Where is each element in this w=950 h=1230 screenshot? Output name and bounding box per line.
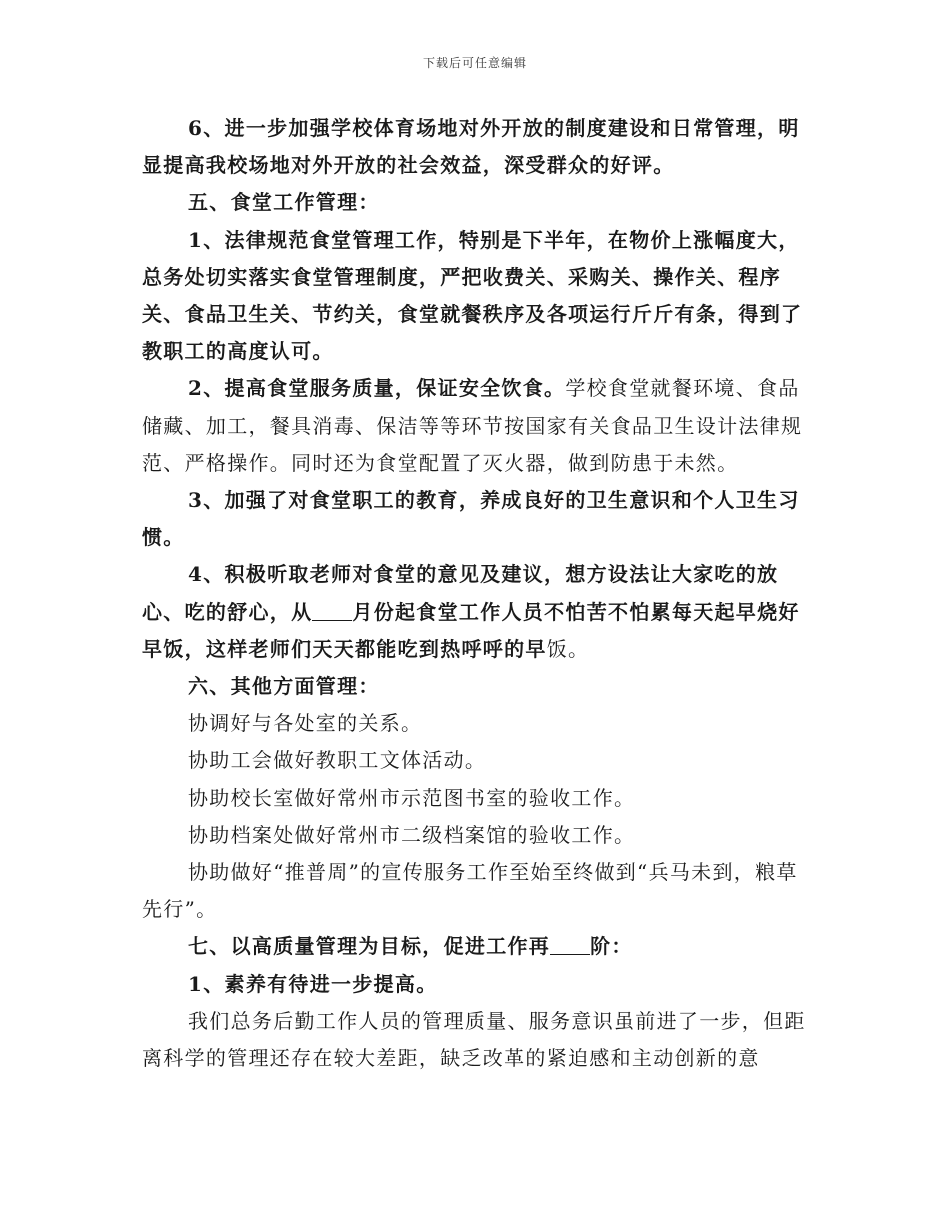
paragraph-canteen-3: 3、加强了对食堂职工的教育，养成良好的卫生意识和个人卫生习惯。	[142, 488, 800, 550]
document-body	[142, 110, 812, 1077]
section-heading-7	[142, 928, 812, 965]
blank-line	[312, 602, 352, 621]
section-heading-7-part-b: 阶：	[590, 934, 633, 959]
paragraph-item-6: 6、进一步加强学校体育场地对外开放的制度建设和日常管理，明显提高我校场地对外开放的社会效益，深受群众的好评。	[142, 116, 800, 178]
list-item: 协助工会做好教职工文体活动。	[188, 748, 487, 773]
paragraph-canteen-1: 1、法律规范食堂管理工作，特别是下半年，在物价上涨幅度大，总务处切实落实食堂管理制度，严把收费关、采购关、操作关、程序关、食品卫生关、节约关，食堂就餐秩序及各项运行斤斤有条，得到了教职工的高度认可。	[142, 227, 803, 364]
section-heading-5: 五、食堂工作管理：	[188, 190, 380, 215]
list-item: 协助做好“推普周”的宣传服务工作至始至终做到“兵马未到，粮草先行”。	[142, 860, 798, 922]
paragraph-closing: 我们总务后勤工作人员的管理质量、服务意识虽前进了一步，但距离科学的管理还存在较大差距，缺乏改革的紧迫感和主动创新的意	[142, 1008, 806, 1071]
paragraph-canteen-2	[142, 370, 812, 482]
paragraph-canteen-4-part-c: 饭。	[546, 636, 590, 661]
blank-line	[550, 936, 590, 955]
list-item: 协助档案处做好常州市二级档案馆的验收工作。	[188, 822, 636, 847]
section-heading-7-part-a: 七、以高质量管理为目标，促进工作再	[188, 934, 551, 959]
paragraph-canteen-4-part-b: 月份起食堂工作人员不怕苦不怕累每天起早烧好早饭，这样老师们天天都能吃到热呼呼的早	[142, 599, 800, 661]
paragraph-canteen-2-lead: 2、提高食堂服务质量，保证安全饮食。	[188, 376, 566, 401]
list-item: 协调好与各处室的关系。	[188, 711, 423, 736]
paragraph-canteen-4	[142, 556, 812, 668]
list-item: 协助校长室做好常州市示范图书室的验收工作。	[188, 785, 636, 810]
page-header: 下载后可任意编辑	[422, 56, 527, 70]
subheading-1: 1、素养有待进一步提高。	[188, 971, 438, 996]
paragraph-canteen-4-part-a: 4、积极听取老师对食堂的意见及建议，想方设法让大家吃的放心、吃的舒心，从	[142, 562, 779, 624]
paragraph-canteen-2-body: 学校食堂就餐环境、食品储藏、加工，餐具消毒、保洁等等环节按国家有关食品卫生设计法律规范、严格操作。同时还为食堂配置了灭火器，做到防患于未然。	[142, 376, 803, 475]
section-heading-6: 六、其他方面管理：	[188, 674, 380, 699]
